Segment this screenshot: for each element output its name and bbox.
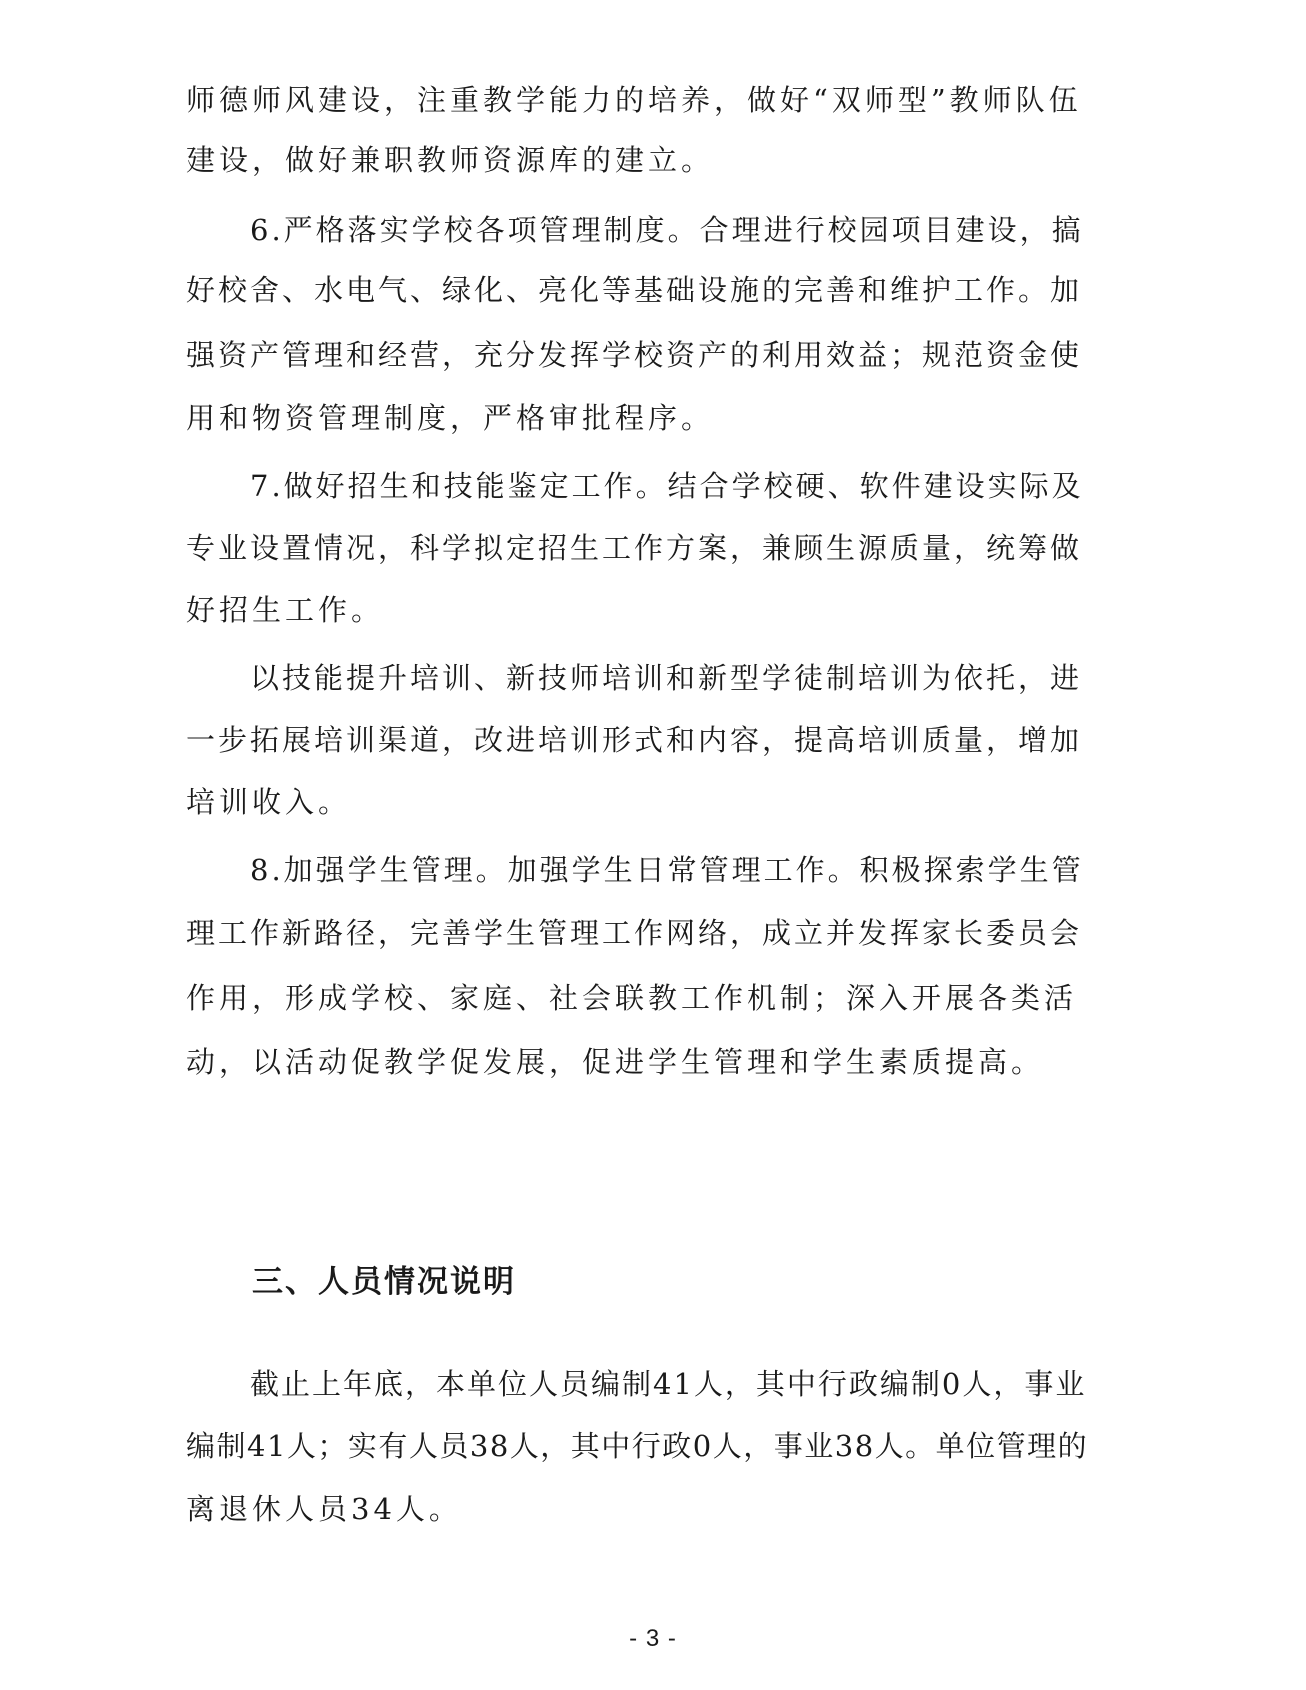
paragraph-7-line-2: 专业设置情况，科学拟定招生工作方案，兼顾生源质量，统筹做 [186, 531, 1083, 565]
page-number: - 3 - [629, 1625, 677, 1652]
section-3-heading: 三、人员情况说明 [252, 1264, 516, 1300]
paragraph-8-line-2: 理工作新路径，完善学生管理工作网络，成立并发挥家长委员会 [186, 916, 1083, 950]
section-3-line-2: 编制41人；实有人员38人，其中行政0人，事业38人。单位管理的 [186, 1429, 1089, 1463]
paragraph-8-line-3: 作用，形成学校、家庭、社会联教工作机制；深入开展各类活 [186, 981, 1078, 1015]
paragraph-6-line-4: 用和物资管理制度，严格审批程序。 [186, 401, 715, 435]
section-3-line-3: 离退休人员34人。 [186, 1492, 462, 1526]
paragraph-7-line-1: 7.做好招生和技能鉴定工作。结合学校硬、软件建设实际及 [250, 469, 1084, 503]
paragraph-6-line-3: 强资产管理和经营，充分发挥学校资产的利用效益；规范资金使 [186, 338, 1083, 372]
paragraph-7b-line-3: 培训收入。 [186, 785, 352, 819]
paragraph-7b-line-2: 一步拓展培训渠道，改进培训形式和内容，提高培训质量，增加 [186, 723, 1083, 757]
paragraph-7b-line-1: 以技能提升培训、新技师培训和新型学徒制培训为依托，进 [250, 661, 1083, 695]
paragraph-8-line-1: 8.加强学生管理。加强学生日常管理工作。积极探索学生管 [250, 853, 1084, 887]
paragraph-5-line-2: 建设，做好兼职教师资源库的建立。 [186, 143, 715, 177]
paragraph-6-line-1: 6.严格落实学校各项管理制度。合理进行校园项目建设，搞 [250, 213, 1084, 247]
paragraph-7-line-3: 好招生工作。 [186, 593, 385, 627]
paragraph-6-line-2: 好校舍、水电气、绿化、亮化等基础设施的完善和维护工作。加 [186, 273, 1083, 307]
paragraph-5-line-1: 师德师风建设，注重教学能力的培养，做好“双师型”教师队伍 [186, 83, 1082, 117]
paragraph-8-line-4: 动，以活动促教学促发展，促进学生管理和学生素质提高。 [186, 1045, 1045, 1079]
section-3-line-1: 截止上年底，本单位人员编制41人，其中行政编制0人，事业 [250, 1367, 1087, 1401]
